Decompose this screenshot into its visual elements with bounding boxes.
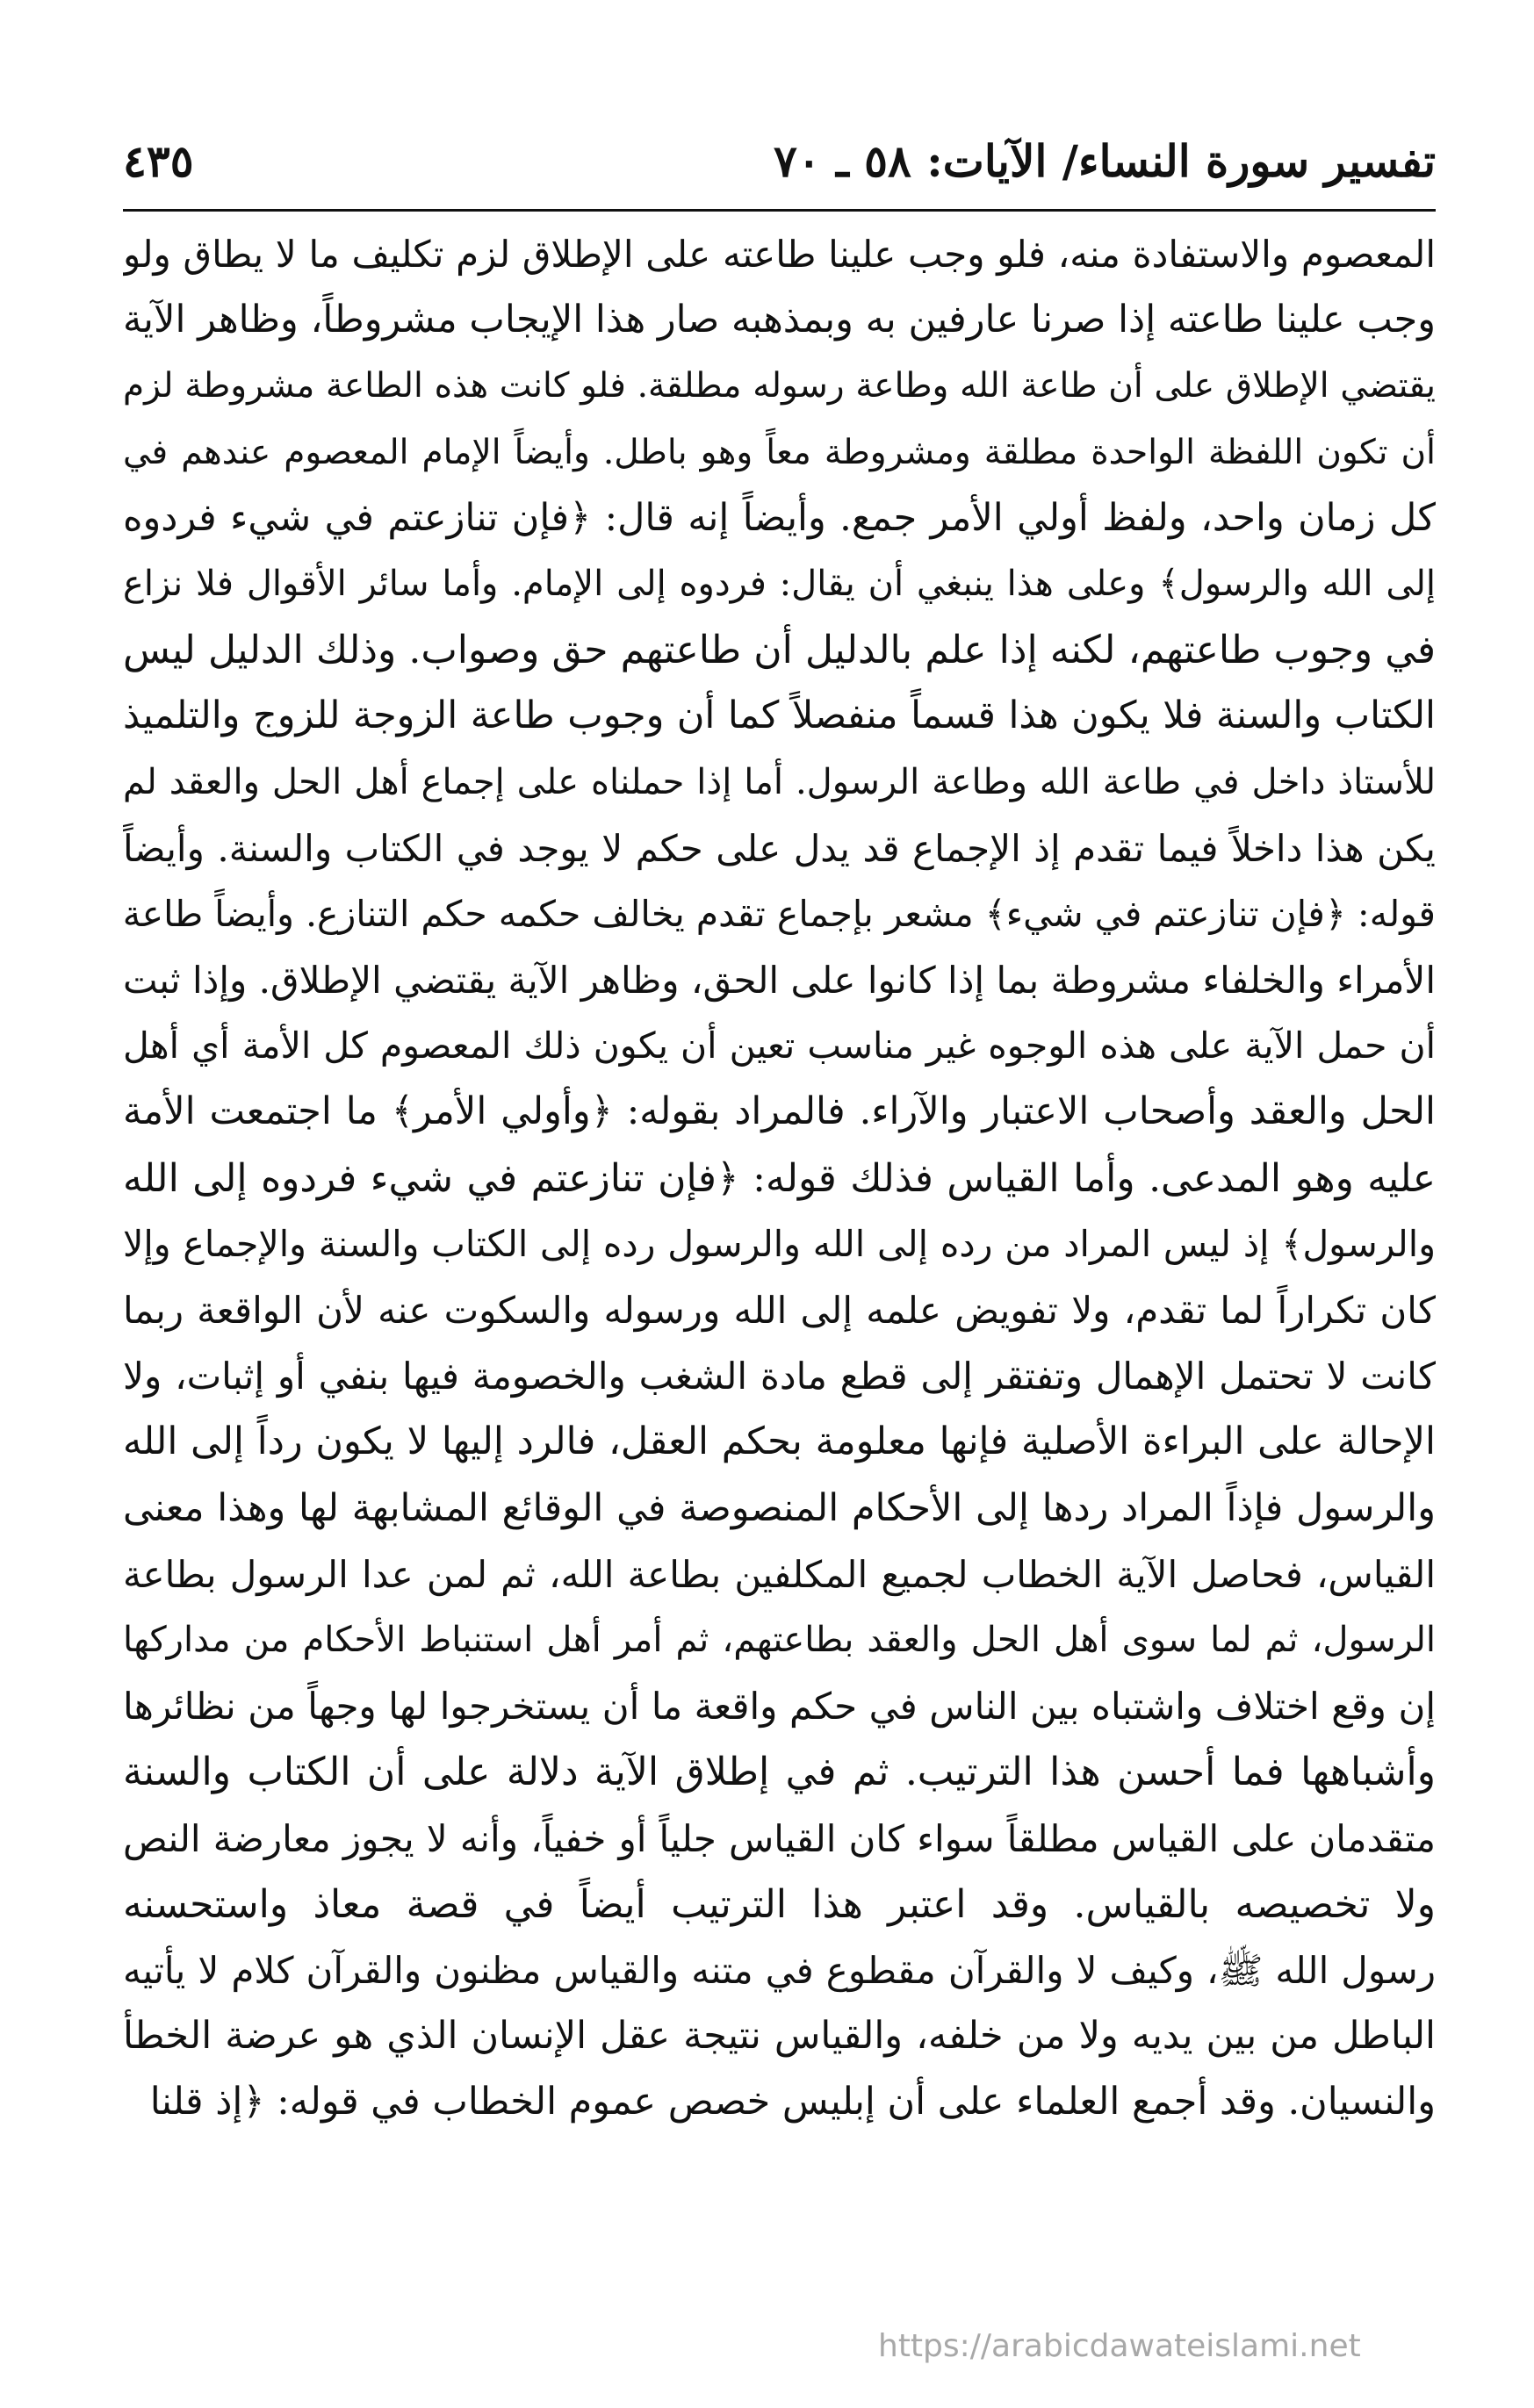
text-line: والرسول فإذاً المراد ردها إلى الأحكام المنصوصة في الوقائع المشابهة لها وهذا معنى — [123, 1485, 1436, 1530]
text-line: وأشباهها فما أحسن هذا الترتيب. ثم في إطلاق الآية دلالة على أن الكتاب والسنة — [123, 1750, 1436, 1795]
text-line: والنسيان. وقد أجمع العلماء على أن إبليس خصص عموم الخطاب في قوله: ﴿إذ قلنا — [149, 2080, 1436, 2124]
page-number: ٤٣٥ — [123, 135, 194, 187]
text-line: إن وقع اختلاف واشتباه بين الناس في حكم واقعة ما أن يستخرجوا لها وجهاً من نظائرها — [123, 1685, 1436, 1729]
text-line: رسول الله ﷺ، وكيف لا والقرآن مقطوع في متنه والقياس مظنون والقرآن كلام لا يأتيه — [123, 1948, 1436, 1992]
text-line: للأستاذ داخل في طاعة الله وطاعة الرسول. أما إذا حملناه على إجماع أهل الحل والعقد لم — [123, 761, 1436, 802]
body-text — [123, 221, 1436, 2135]
watermark: https://arabicdawateislami.net — [878, 2328, 1361, 2364]
text-line: والرسول﴾ إذ ليس المراد من رده إلى الله والرسول رده إلى الكتاب والسنة والإجماع وإلا — [123, 1222, 1436, 1265]
text-line: ولا تخصيصه بالقياس. وقد اعتبر هذا الترتيب أيضاً في قصة معاذ واستحسنه — [123, 1881, 1436, 1927]
text-line: الإحالة على البراءة الأصلية فإنها معلومة بحكم العقل، فالرد إليها لا يكون رداً إلى الله — [123, 1420, 1436, 1464]
text-line: المعصوم والاستفادة منه، فلو وجب علينا طاعته على الإطلاق لزم تكليف ما لا يطاق ولو — [123, 233, 1436, 276]
text-line: كل زمان واحد، ولفظ أولي الأمر جمع. وأيضاً إنه قال: ﴿فإن تنازعتم في شيء فردوه — [123, 495, 1436, 540]
text-line: يقتضي الإطلاق على أن طاعة الله وطاعة رسوله مطلقة. فلو كانت هذه الطاعة مشروطة لزم — [123, 366, 1436, 406]
text-line: عليه وهو المدعى. وأما القياس فذلك قوله: ﴿فإن تنازعتم في شيء فردوه إلى الله — [123, 1155, 1436, 1201]
text-line: إلى الله والرسول﴾ وعلى هذا ينبغي أن يقال: فردوه إلى الإمام. وأما سائر الأقوال فلا نزاع — [123, 563, 1436, 604]
text-line: متقدمان على القياس مطلقاً سواء كان القياس جلياً أو خفياً، وأنه لا يجوز معارضة النص — [123, 1816, 1436, 1860]
text-line: الحل والعقد وأصحاب الاعتبار والآراء. فالمراد بقوله: ﴿وأولي الأمر﴾ ما اجتمعت الأمة — [123, 1089, 1436, 1134]
header-divider — [123, 209, 1436, 212]
text-line: الرسول، ثم لما سوى أهل الحل والعقد بطاعتهم، ثم أمر أهل استنباط الأحكام من مداركها — [123, 1619, 1436, 1660]
text-line: أن حمل الآية على هذه الوجوه غير مناسب تعين أن يكون ذلك المعصوم كل الأمة أي أهل — [123, 1024, 1436, 1067]
text-line: الباطل من بين يديه ولا من خلفه، والقياس نتيجة عقل الإنسان الذي هو عرضة الخطأ — [123, 2014, 1436, 2059]
text-line: قوله: ﴿فإن تنازعتم في شيء﴾ مشعر بإجماع تقدم يخالف حكمه حكم التنازع. وأيضاً طاعة — [123, 892, 1436, 935]
text-line: القياس، فحاصل الآية الخطاب لجميع المكلفين بطاعة الله، ثم لمن عدا الرسول بطاعة — [123, 1552, 1436, 1596]
page-header — [123, 132, 1436, 211]
running-title: تفسير سورة النساء/ الآيات: ٥٨ ـ ٧٠ — [773, 135, 1436, 187]
text-line: في وجوب طاعتهم، لكنه إذا علم بالدليل أن طاعتهم حق وصواب. وذلك الدليل ليس — [123, 628, 1436, 673]
text-line: أن تكون اللفظة الواحدة مطلقة ومشروطة معاً وهو باطل. وأيضاً الإمام المعصوم عندهم في — [123, 432, 1436, 472]
text-line: وجب علينا طاعته إذا صرنا عارفين به وبمذهبه صار هذا الإيجاب مشروطاً، وظاهر الآية — [123, 298, 1436, 342]
text-line: كانت لا تحتمل الإهمال وتفتقر إلى قطع مادة الشغب والخصومة فيها بنفي أو إثبات، ولا — [123, 1355, 1436, 1398]
text-line: الكتاب والسنة فلا يكون هذا قسماً منفصلاً كما أن وجوب طاعة الزوجة للزوج والتلميذ — [123, 694, 1436, 738]
text-line: كان تكراراً لما تقدم، ولا تفويض علمه إلى الله ورسوله والسكوت عنه لأن الواقعة ربما — [123, 1289, 1436, 1332]
text-line: يكن هذا داخلاً فيما تقدم إذ الإجماع قد يدل على حكم لا يوجد في الكتاب والسنة. وأيضاً — [123, 826, 1436, 870]
text-line: الأمراء والخلفاء مشروطة بما إذا كانوا على الحق، وظاهر الآية يقتضي الإطلاق. وإذا ثبت — [123, 959, 1436, 1003]
